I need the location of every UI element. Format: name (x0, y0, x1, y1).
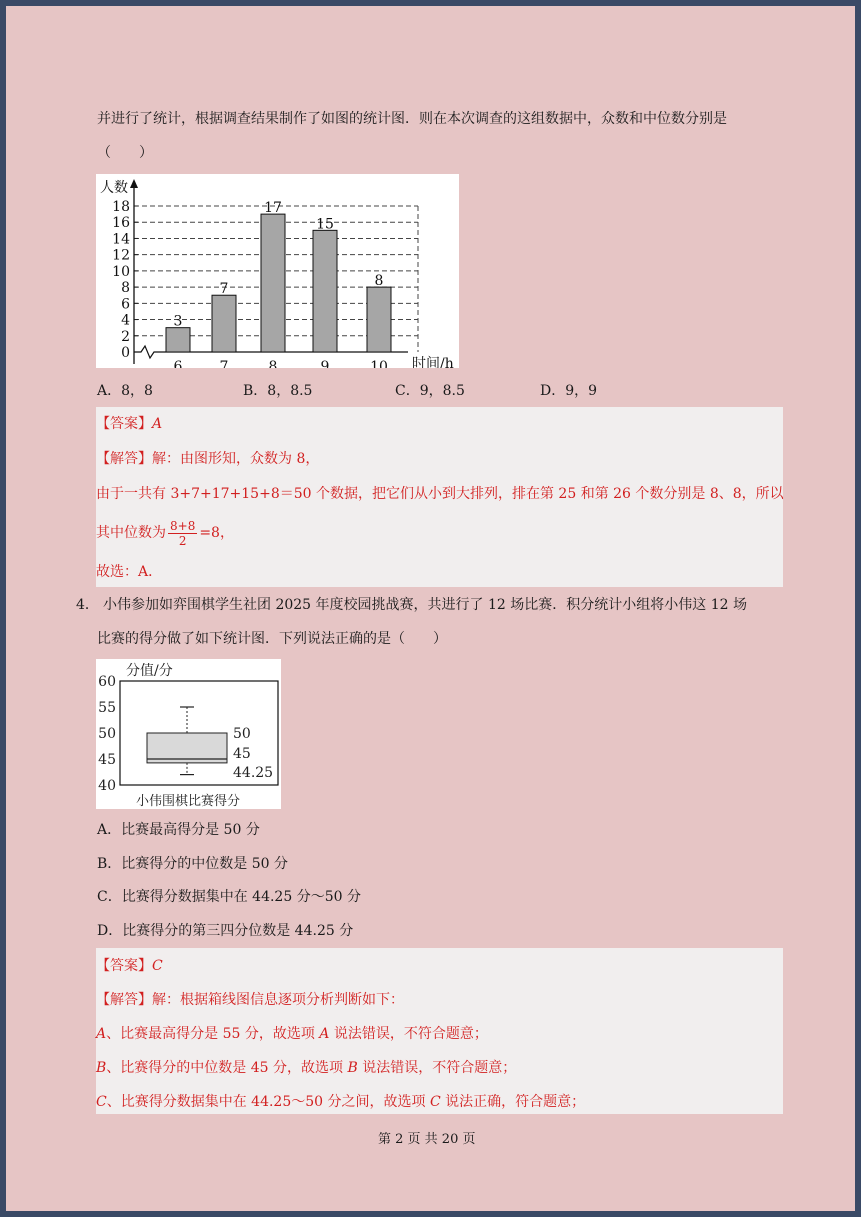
q4-analysis-a (96, 1024, 488, 1044)
page-footer: 第 2 页 共 20 页 (378, 1132, 476, 1147)
x-axis-label: 时间/h (412, 356, 454, 368)
y-tick-label: 50 (98, 726, 116, 742)
y-tick-label: 12 (112, 247, 130, 264)
q3-median-suffix: =8， (199, 525, 234, 541)
q3-option-a: A．8，8 (97, 383, 153, 399)
q4-solution-line1 (96, 990, 404, 1010)
q4-answer-box (96, 948, 783, 1114)
y-tick-label: 10 (112, 263, 130, 280)
analysis-letter: A (96, 1026, 107, 1042)
fraction-denominator: 2 (178, 533, 187, 548)
box-plot (96, 659, 281, 809)
q4-analysis-b (96, 1058, 516, 1078)
x-tick-label: 10 (370, 359, 388, 368)
analysis-letter2: B (347, 1060, 358, 1076)
q3-answer-value: A (152, 416, 163, 432)
x-tick-label: 9 (320, 359, 330, 368)
analysis-letter: B (96, 1060, 107, 1076)
x-tick-label: 6 (173, 359, 183, 368)
y-tick-label: 45 (98, 752, 116, 768)
bar-data-label: 8 (374, 273, 384, 290)
analysis-tail: 说法错误，不符合题意； (357, 1060, 517, 1076)
fraction-numerator: 8+8 (170, 518, 196, 533)
x-tick-label: 8 (268, 359, 278, 368)
box-annotation: 45 (233, 746, 251, 762)
q3-conclusion: 故选：A． (96, 564, 163, 580)
analysis-letter2: A (319, 1026, 330, 1042)
y-tick-label: 2 (121, 328, 130, 345)
q3-stem-line1: 并进行了统计，根据调查结果制作了如图的统计图．则在本次调查的这组数据中，众数和中位数分别是 (97, 111, 727, 127)
bar-chart (96, 174, 459, 368)
y-axis-label: 分值/分 (126, 663, 173, 679)
y-tick-label: 16 (112, 215, 130, 232)
x-axis-label: 小伟围棋比赛得分 (135, 794, 241, 809)
document-page (6, 6, 855, 1211)
q3-option-d: D．9，9 (540, 383, 598, 399)
q4-analysis-c (96, 1092, 585, 1112)
bar-data-label: 3 (173, 313, 183, 330)
q3-option-b: B．8，8.5 (243, 383, 313, 399)
y-tick-label: 4 (121, 312, 130, 329)
analysis-tail: 说法错误，不符合题意； (329, 1026, 488, 1042)
y-tick-label: 60 (98, 674, 116, 690)
q3-solution-line3 (96, 517, 234, 549)
q4-solution-label: 【解答】 (96, 992, 152, 1008)
q3-answer-label: 【答案】 (96, 416, 152, 432)
y-axis-arrow (130, 179, 138, 188)
q4-answer-line (96, 956, 163, 976)
analysis-letter: C (96, 1094, 107, 1110)
y-tick-label: 8 (121, 280, 130, 297)
q4-number: 4． (76, 597, 99, 613)
q3-answer-box (96, 407, 783, 587)
q4-option-a: A．比赛最高得分是 50 分 (97, 822, 260, 838)
analysis-text: 、比赛最高得分是 55 分，故选项 (106, 1026, 320, 1042)
q3-median-fraction (168, 519, 197, 548)
analysis-text: 、比赛得分数据集中在 44.25～50 分之间，故选项 (106, 1094, 430, 1110)
axis-break (134, 346, 158, 358)
q3-median-prefix: 其中位数为 (96, 525, 166, 541)
bar (166, 328, 190, 352)
q3-stem-line2: （ ） (97, 145, 153, 161)
q4-option-b: B．比赛得分的中位数是 50 分 (97, 856, 289, 872)
q3-solution-line1 (96, 449, 319, 469)
analysis-text: 、比赛得分的中位数是 45 分，故选项 (106, 1060, 348, 1076)
y-axis-label: 人数 (100, 180, 128, 196)
y-tick-label: 0 (121, 345, 130, 361)
q3-option-c: C．9，8.5 (395, 383, 465, 399)
box-annotation: 50 (233, 726, 251, 742)
q4-answer-value: C (152, 958, 163, 974)
q3-answer-line (96, 414, 162, 434)
y-tick-label: 6 (121, 296, 130, 313)
x-tick-label: 7 (219, 359, 229, 368)
q4-stem-line1: 小伟参加如弈围棋学生社团 2025 年度校园挑战赛，共进行了 12 场比赛．积分统计小组将小伟这 12 场 (103, 597, 747, 613)
box-plot-svg (96, 659, 281, 809)
bar (367, 287, 391, 352)
bar (212, 295, 236, 352)
box-annotation: 44.25 (233, 764, 274, 781)
analysis-tail: 说法正确，符合题意； (440, 1094, 586, 1110)
bar-data-label: 7 (219, 281, 229, 298)
bar (313, 230, 337, 352)
y-tick-label: 14 (112, 231, 130, 248)
q4-option-c: C．比赛得分数据集中在 44.25 分～50 分 (97, 889, 361, 905)
bar-data-label: 17 (264, 200, 282, 217)
q4-option-d: D．比赛得分的第三四分位数是 44.25 分 (97, 923, 354, 939)
bar-data-label: 15 (316, 216, 334, 233)
q4-answer-label: 【答案】 (96, 958, 152, 974)
q4-stem-line2: 比赛的得分做了如下统计图．下列说法正确的是（ ） (97, 631, 447, 647)
q3-solution-label: 【解答】 (96, 451, 152, 467)
q4-solution-text1: 解：根据箱线图信息逐项分析判断如下： (152, 992, 404, 1008)
bar (261, 214, 285, 352)
y-tick-label: 55 (98, 700, 116, 716)
q3-solution-line2: 由于一共有 3+7+17+15+8＝50 个数据，把它们从小到大排列，排在第 25 和第 26 个数分别是 8、8，所以 (96, 486, 784, 502)
q3-solution-text1: 解：由图形知，众数为 8， (152, 451, 320, 467)
y-tick-label: 40 (98, 778, 116, 794)
bar-chart-svg (96, 174, 459, 368)
analysis-letter2: C (429, 1094, 441, 1110)
y-tick-label: 18 (112, 199, 130, 215)
